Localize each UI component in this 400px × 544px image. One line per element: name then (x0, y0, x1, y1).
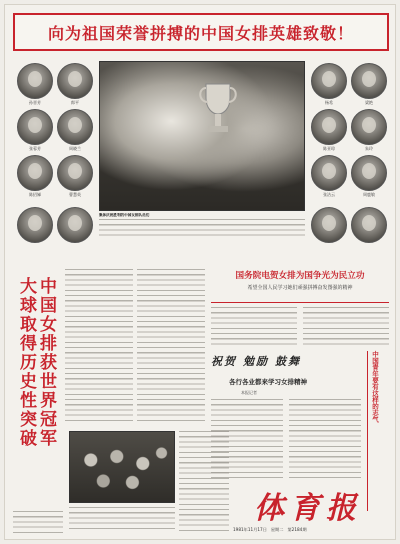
article-column (211, 399, 283, 479)
article-column (289, 399, 361, 479)
vertical-headline (16, 277, 56, 448)
article-column (65, 269, 133, 425)
state-council-notice (211, 267, 389, 303)
celebrate-word: 祝贺 (211, 355, 237, 368)
portrait (57, 109, 93, 145)
article-subhead: 各行各业都来学习女排精神 (229, 378, 307, 386)
headline-right-column: 大球取得历史性突破 (16, 277, 36, 448)
celebrate-word: 勉励 (243, 355, 269, 368)
portrait (311, 155, 347, 191)
portrait (351, 207, 387, 243)
portrait-caption: 郎平 (71, 100, 79, 105)
team-photo (99, 61, 305, 211)
notice-body (211, 307, 297, 347)
weekday: 星期二 (270, 527, 284, 532)
portrait (311, 207, 347, 243)
trophy-icon (198, 80, 238, 142)
portrait (351, 63, 387, 99)
newspaper-page (4, 4, 396, 540)
portrait (311, 63, 347, 99)
dateline (233, 527, 393, 533)
portrait-caption: 周鹿敏 (363, 192, 375, 197)
photo-area (13, 57, 389, 261)
celebrate-heading (211, 351, 361, 371)
celebrate-word: 鼓舞 (275, 355, 301, 368)
portrait (57, 207, 93, 243)
notice-title: 国务院电贺女排为国争光为民立功 (235, 271, 365, 281)
caption-lines (99, 219, 305, 237)
portrait (351, 155, 387, 191)
side-title: 中国青年要有这样的志气 (371, 351, 379, 423)
portrait-caption: 陈招娣 (29, 192, 41, 197)
article-column (69, 507, 175, 533)
notice-body (303, 307, 389, 347)
portrait (351, 109, 387, 145)
masthead-title: 体育报 (254, 491, 362, 526)
portrait-caption: 陈亚琼 (323, 146, 335, 151)
headline-banner (13, 13, 389, 51)
portrait-caption: 张洁云 (323, 192, 335, 197)
caption-lead: 集体庆祝胜利的中国女排队员们 (99, 213, 150, 217)
headline-left-column: 中国女排获世界冠军 (36, 277, 56, 448)
article-author: 本报记者 (241, 390, 257, 395)
portrait (311, 109, 347, 145)
portrait-caption: 张蓉芳 (29, 146, 41, 151)
portrait-caption: 朱玲 (365, 146, 373, 151)
portrait-caption: 周晓兰 (69, 146, 81, 151)
portrait-caption: 杨希 (325, 100, 333, 105)
portrait-caption: 梁艳 (365, 100, 373, 105)
notice-subtitle: 希望全国人民学习她们顽强拼搏奋发图强的精神 (247, 285, 353, 291)
article-column (13, 511, 63, 533)
photo-caption (99, 213, 305, 237)
article-column (137, 269, 205, 425)
portrait (17, 155, 53, 191)
portrait (57, 155, 93, 191)
masthead (233, 483, 383, 526)
banner-title: 向为祖国荣誉拼搏的中国女排英雄致敬！ (47, 23, 354, 43)
date: 1981年11月17日 (233, 527, 267, 532)
issue-number: 第2184期 (287, 527, 307, 532)
crowd-photo (69, 431, 175, 503)
portrait-caption: 曹慧英 (69, 192, 81, 197)
portrait (17, 207, 53, 243)
portrait (17, 63, 53, 99)
portrait-caption: 孙晋芳 (29, 100, 41, 105)
portrait (57, 63, 93, 99)
portrait (17, 109, 53, 145)
